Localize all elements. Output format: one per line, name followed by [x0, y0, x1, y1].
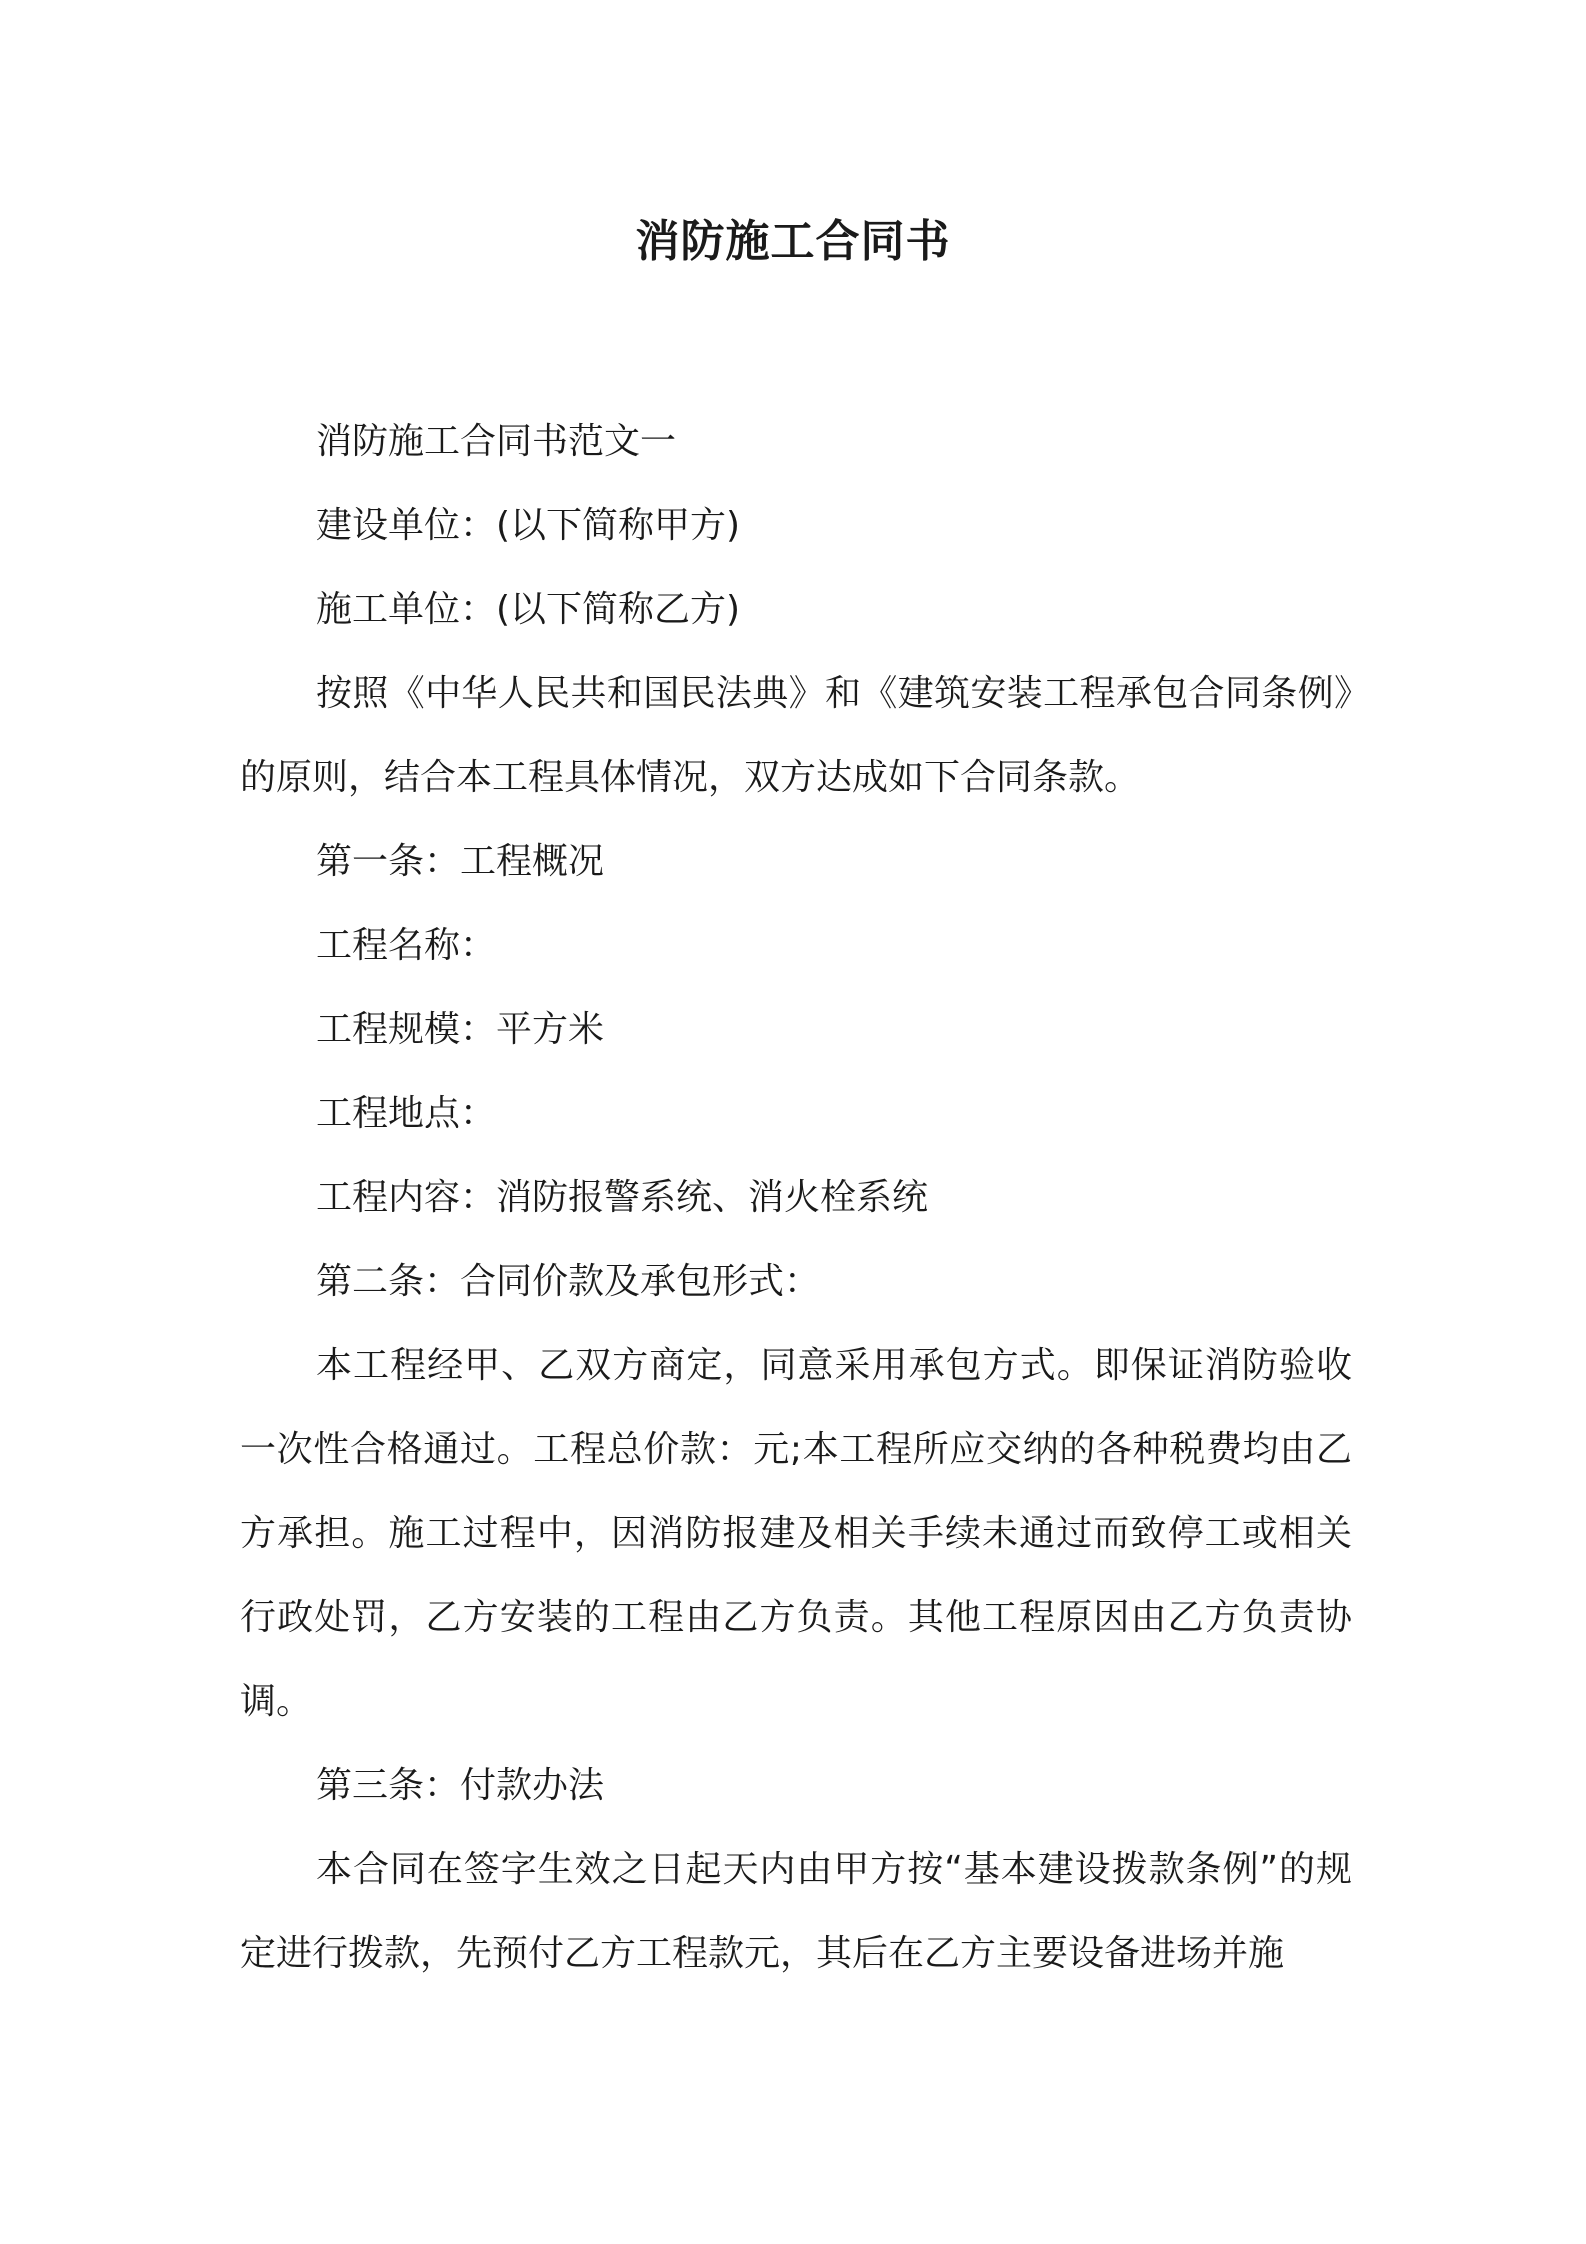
page-title: 消防施工合同书 [635, 216, 951, 267]
paragraph-project-scale: 工程规模：平方米 [316, 1009, 605, 1050]
paragraph-party-a: 建设单位：(以下简称甲方) [316, 505, 741, 546]
paragraph-sample-heading: 消防施工合同书范文一 [316, 421, 677, 462]
paragraph-article-3-heading: 第三条：付款办法 [316, 1765, 605, 1806]
paragraph-party-b: 施工单位：(以下简称乙方) [316, 589, 741, 630]
paragraph-article-2-body: 本工程经甲、乙双方商定，同意采用承包方式。即保证消防验收一次性合格通过。工程总价款：元;本工程所应交纳的各种税费均由乙方承担。施工过程中，因消防报建及相关手续未通过而致停工或相关行政处罚，乙方安装的工程由乙方负责。其他工程原因由乙方负责协调。 [240, 1345, 1352, 1722]
paragraph-project-name: 工程名称： [316, 925, 497, 966]
document-body [240, 400, 1352, 1996]
paragraph-article-3-body: 本合同在签字生效之日起天内由甲方按“基本建设拨款条例”的规定进行拨款，先预付乙方工程款元，其后在乙方主要设备进场并施 [240, 1849, 1352, 1974]
paragraph-project-location: 工程地点： [316, 1093, 497, 1134]
paragraph-preamble: 按照《中华人民共和国民法典》和《建筑安装工程承包合同条例》的原则，结合本工程具体情况，双方达成如下合同条款。 [240, 673, 1352, 798]
paragraph-article-1-heading: 第一条：工程概况 [316, 841, 605, 882]
paragraph-article-2-heading: 第二条：合同价款及承包形式： [316, 1261, 821, 1302]
paragraph-project-content: 工程内容：消防报警系统、消火栓系统 [316, 1177, 929, 1218]
